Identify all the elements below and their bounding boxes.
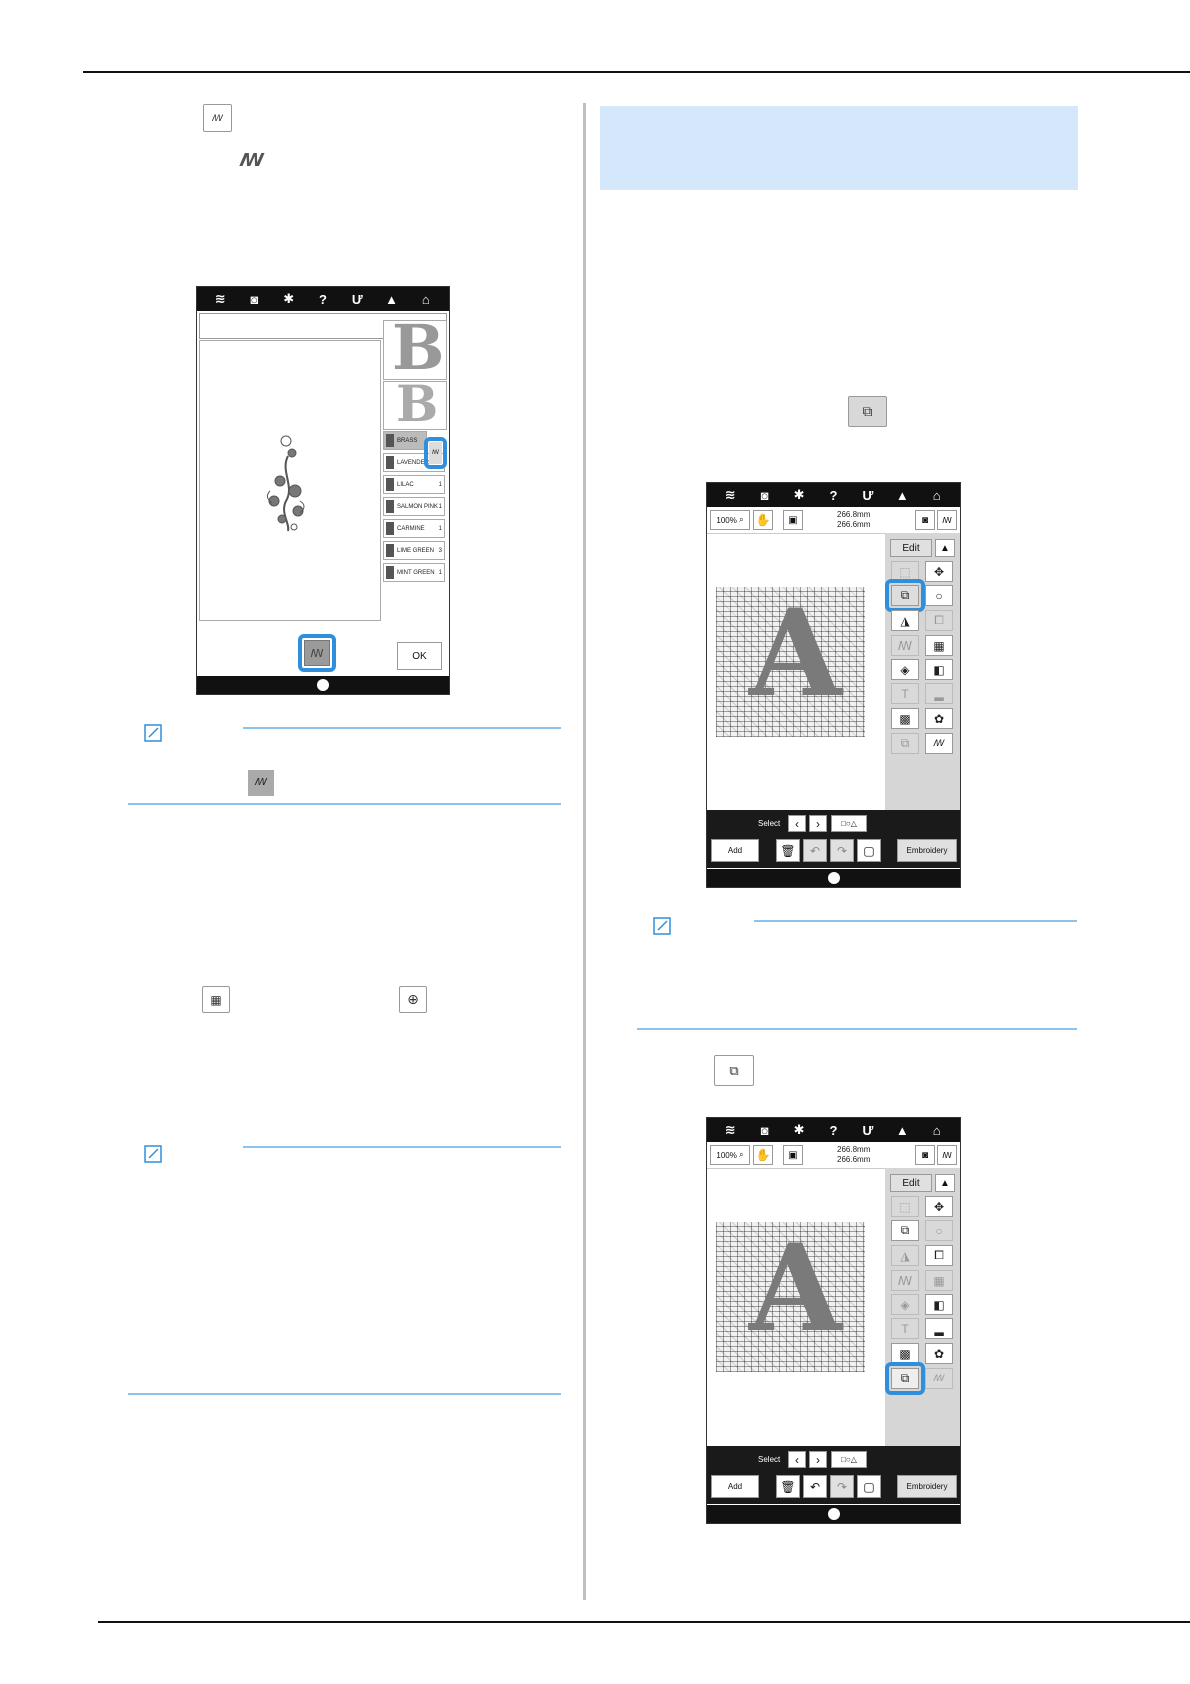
help-icon[interactable]: ? xyxy=(319,291,327,307)
duplicate-icon[interactable]: ⧠ xyxy=(925,1245,953,1266)
control-bar xyxy=(707,1446,960,1504)
lock-icon[interactable]: ▲ xyxy=(385,291,398,307)
layout-button[interactable]: ▣ xyxy=(783,1145,803,1165)
select-tool-icon[interactable]: ⬚ xyxy=(891,1196,919,1217)
top-rule xyxy=(83,71,1190,73)
gear-icon[interactable]: ✱ xyxy=(793,487,805,502)
pan-button[interactable]: ✋ xyxy=(753,1145,773,1165)
thread-row[interactable]: LILAC 1 xyxy=(383,475,445,494)
section-header-band xyxy=(600,106,1078,190)
layout-button[interactable]: ▣ xyxy=(783,510,803,530)
memo-icon xyxy=(143,1143,165,1165)
needle-icon[interactable]: Ư xyxy=(862,1122,874,1138)
stitch-simulator-button[interactable]: ꟿ xyxy=(304,640,330,666)
outline-icon[interactable]: ◈ xyxy=(891,659,919,680)
undo-icon[interactable]: ↶ xyxy=(803,1475,827,1498)
top-bar xyxy=(707,483,960,507)
help-icon[interactable]: ? xyxy=(829,487,838,503)
edit-screen-2 xyxy=(706,1117,961,1524)
next-button[interactable]: › xyxy=(809,815,827,832)
wifi-icon: ≋ xyxy=(214,291,226,306)
size-height: 266.6mm xyxy=(837,1155,871,1164)
thread-row[interactable]: BRASS xyxy=(383,431,427,450)
edit-tab[interactable]: Edit xyxy=(890,1174,932,1192)
design-preview-area xyxy=(199,340,381,621)
gear-icon[interactable]: ✱ xyxy=(793,1122,805,1137)
size-width: 266.8mm xyxy=(837,1145,871,1154)
decorative-fill-icon[interactable]: ▦ xyxy=(925,635,953,656)
thread-row[interactable]: CARMINE 1 xyxy=(383,519,445,538)
top-bar xyxy=(707,1118,960,1142)
stamp-tool-icon[interactable]: ⧉ xyxy=(891,1220,919,1241)
stitch-icon[interactable]: ꟿ xyxy=(925,733,953,754)
thread-row[interactable]: LIME GREEN 3 xyxy=(383,541,445,560)
clock-icon xyxy=(828,872,840,884)
collapse-button[interactable]: ▲ xyxy=(935,539,955,557)
home-icon[interactable]: ⌂ xyxy=(932,487,941,503)
letter-a: A xyxy=(749,1218,843,1359)
edit-tab[interactable]: Edit xyxy=(890,539,932,557)
redo-icon[interactable]: ↷ xyxy=(830,1475,854,1498)
edit-toolbar xyxy=(707,1142,960,1169)
memo-icon xyxy=(143,722,165,744)
bottom-rule xyxy=(98,1621,1190,1623)
move-icon[interactable]: ✥ xyxy=(925,1196,953,1217)
stitch-view-button[interactable]: ꟿ xyxy=(937,510,957,530)
bottom-bar xyxy=(707,1505,960,1523)
stitch-icon: ꟿ xyxy=(203,104,232,132)
add-button[interactable]: Add xyxy=(711,1475,759,1498)
film-icon: ▦ xyxy=(202,986,230,1013)
zoom-in-icon: ⊕ xyxy=(399,986,427,1013)
needle-icon[interactable]: Ư xyxy=(351,291,363,307)
memo-icon xyxy=(652,915,674,937)
floral-design xyxy=(200,341,380,620)
camera-scan-button[interactable]: ◙ xyxy=(915,510,935,530)
frame-icon[interactable]: ▢ xyxy=(857,1475,881,1498)
memo-rule xyxy=(243,727,561,729)
select-label: Select xyxy=(758,1455,781,1464)
duplicate-icon[interactable]: ⧠ xyxy=(925,610,953,631)
embroidery-button[interactable]: Embroidery xyxy=(897,839,957,862)
highlight-stitch-button xyxy=(298,634,336,672)
camera-icon[interactable]: ◙ xyxy=(250,291,259,307)
move-icon[interactable]: ✥ xyxy=(925,561,953,582)
home-icon[interactable]: ⌂ xyxy=(421,291,430,307)
applique-icon[interactable]: ✿ xyxy=(925,1343,953,1364)
redo-icon[interactable]: ↷ xyxy=(830,839,854,862)
group-icon[interactable]: ◧ xyxy=(925,1294,953,1315)
pan-button[interactable]: ✋ xyxy=(753,510,773,530)
frame-icon[interactable]: ▢ xyxy=(857,839,881,862)
rotate-icon[interactable]: ○ xyxy=(925,585,953,606)
stitch-icon: ꟿ xyxy=(240,150,264,170)
zoom-button[interactable]: 100 % ⌕ xyxy=(710,510,750,530)
gear-icon[interactable]: ✱ xyxy=(283,291,295,306)
letter-a: A xyxy=(749,583,843,724)
wifi-icon: ≋ xyxy=(724,487,736,502)
camera-icon[interactable]: ◙ xyxy=(760,487,769,503)
stitch-icon[interactable]: ꟿ xyxy=(925,1368,953,1389)
preview-b-large xyxy=(383,320,447,380)
thread-row[interactable]: SALMON PINK 1 xyxy=(383,497,445,516)
help-icon[interactable]: ? xyxy=(829,1122,838,1138)
embroidery-button[interactable]: Embroidery xyxy=(897,1475,957,1498)
highlight-order-tool xyxy=(885,1362,925,1395)
outline-icon[interactable]: ◈ xyxy=(891,1294,919,1315)
stamp-tool-icon[interactable]: ⧉ xyxy=(891,585,919,606)
control-bar xyxy=(707,810,960,868)
thread-row[interactable]: MINT GREEN 1 xyxy=(383,563,445,582)
size-height: 266.6mm xyxy=(837,520,871,529)
thread-row[interactable]: LAVENDER xyxy=(383,453,445,472)
ok-button[interactable]: OK xyxy=(397,642,442,670)
camera-icon[interactable]: ◙ xyxy=(760,1122,769,1138)
delete-icon[interactable]: 🗑 xyxy=(776,839,800,862)
shape-select-button[interactable]: □○△ xyxy=(831,815,867,832)
mirror-icon[interactable]: ◮ xyxy=(891,610,919,631)
select-tool-icon[interactable]: ⬚ xyxy=(891,561,919,582)
shape-select-button[interactable]: □○△ xyxy=(831,1451,867,1468)
lock-icon[interactable]: ▲ xyxy=(895,1122,909,1138)
prev-button[interactable]: ‹ xyxy=(788,815,806,832)
next-button[interactable]: › xyxy=(809,1451,827,1468)
memo-rule xyxy=(128,803,561,805)
decorative-fill-icon[interactable]: ▦ xyxy=(925,1270,953,1291)
text-icon[interactable]: T xyxy=(891,1318,919,1339)
thread-color-screen xyxy=(196,286,450,695)
preview-b-small xyxy=(383,381,447,430)
memo-rule xyxy=(754,920,1077,922)
magnifier-icon: ⌕ xyxy=(739,515,744,524)
size-width: 266.8mm xyxy=(837,510,871,519)
memo-rule xyxy=(243,1146,561,1148)
order-icon[interactable]: ⧉ xyxy=(891,733,919,754)
stitch-fill-icon[interactable]: ꟿ xyxy=(891,1270,919,1291)
letter-b: B xyxy=(392,320,445,380)
prev-button[interactable]: ‹ xyxy=(788,1451,806,1468)
stitch-icon: ꟿ xyxy=(248,770,274,796)
stitch-fill-icon[interactable]: ꟿ xyxy=(891,635,919,656)
qr-icon[interactable]: ▩ xyxy=(891,1343,919,1364)
memo-rule xyxy=(637,1028,1077,1030)
camera-scan-button[interactable]: ◙ xyxy=(915,1145,935,1165)
highlight-stamp-tool xyxy=(885,579,925,612)
align-icon[interactable]: ▂ xyxy=(925,1318,953,1339)
applique-icon[interactable]: ✿ xyxy=(925,708,953,729)
bottom-bar xyxy=(197,676,449,694)
edit-screen-1 xyxy=(706,482,961,888)
zoom-button[interactable]: 100 % ⌕ xyxy=(710,1145,750,1165)
select-label: Select xyxy=(758,819,781,828)
qr-icon[interactable]: ▩ xyxy=(891,708,919,729)
rotate-icon[interactable]: ○ xyxy=(925,1220,953,1241)
undo-icon[interactable]: ↶ xyxy=(803,839,827,862)
add-button[interactable]: Add xyxy=(711,839,759,862)
stamp-icon: ⧉ xyxy=(848,396,887,427)
order-icon[interactable]: ⧉ xyxy=(891,1368,919,1389)
collapse-button[interactable]: ▲ xyxy=(935,1174,955,1192)
lock-icon[interactable]: ▲ xyxy=(895,487,909,503)
align-icon[interactable]: ▂ xyxy=(925,683,953,704)
mirror-icon[interactable]: ◮ xyxy=(891,1245,919,1266)
memo-rule xyxy=(128,1393,561,1395)
stitch-toggle-small[interactable]: ꟿ xyxy=(429,442,442,464)
top-bar xyxy=(197,287,449,311)
delete-icon[interactable]: 🗑 xyxy=(776,1475,800,1498)
letter-b: B xyxy=(396,381,439,430)
clock-icon xyxy=(317,679,329,691)
magnifier-icon: ⌕ xyxy=(739,1150,744,1159)
text-icon[interactable]: T xyxy=(891,683,919,704)
order-icon: ⧉ xyxy=(714,1055,754,1086)
edit-toolbar xyxy=(707,507,960,534)
wifi-icon: ≋ xyxy=(724,1122,736,1137)
needle-icon[interactable]: Ư xyxy=(862,487,874,503)
bottom-bar xyxy=(707,869,960,887)
home-icon[interactable]: ⌂ xyxy=(932,1122,941,1138)
column-divider xyxy=(583,103,586,1600)
group-icon[interactable]: ◧ xyxy=(925,659,953,680)
clock-icon xyxy=(828,1508,840,1520)
stitch-view-button[interactable]: ꟿ xyxy=(937,1145,957,1165)
